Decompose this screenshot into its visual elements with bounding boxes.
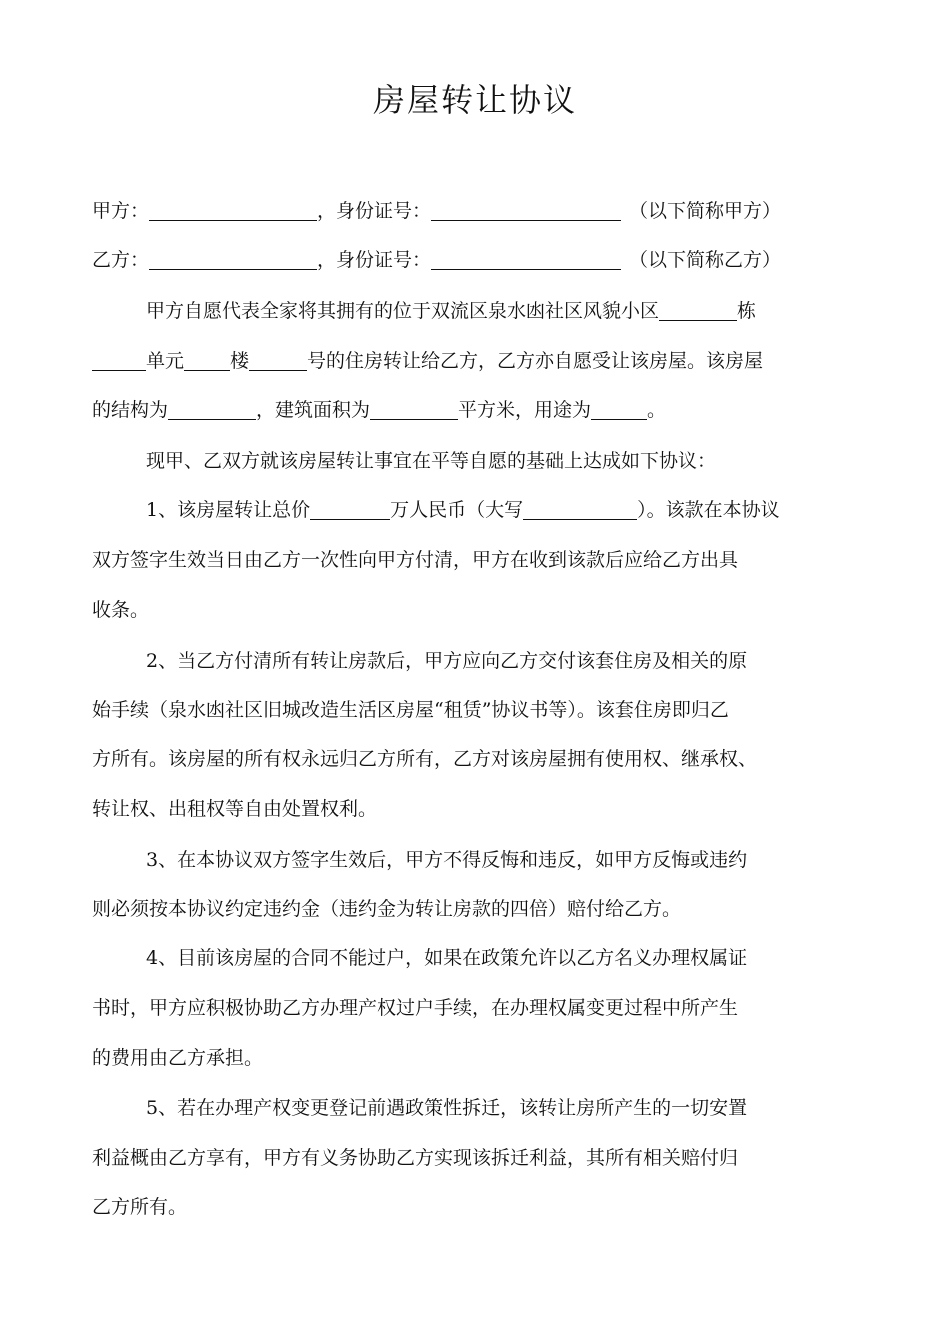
intro-text-3c: 平方米，用途为: [458, 399, 592, 421]
clause-3-line-2: 则必须按本协议约定违约金（违约金为转让房款的四倍）赔付给乙方。: [92, 898, 682, 920]
clause-5-line-3: 乙方所有。: [92, 1196, 188, 1218]
intro-line-1: [146, 296, 756, 326]
usage-blank[interactable]: [591, 397, 647, 420]
area-blank[interactable]: [370, 397, 458, 420]
document-title: 房屋转让协议: [372, 81, 577, 119]
clause-1-line-1: [146, 495, 780, 525]
party-b-id-label: ，身份证号：: [317, 249, 432, 271]
intro-text-2c: 号的住房转让给乙方，乙方亦自愿受让该房屋。该房屋: [307, 350, 764, 372]
number-blank[interactable]: [249, 348, 307, 371]
intro-text-3d: 。: [647, 399, 667, 421]
party-b-label: 乙方：: [92, 249, 150, 271]
intro-text-3a: 的结构为: [92, 399, 169, 421]
intro-text-3b: ，建筑面积为: [256, 399, 371, 421]
intro-line-2: [92, 346, 763, 376]
party-b-id-blank[interactable]: [431, 247, 621, 270]
intro-line-3: [92, 395, 666, 425]
clause-1-text-c: ）。该款在本协议: [637, 499, 780, 521]
clause-4-line-2: 书时，甲方应积极协助乙方办理产权过户手续，在办理权属变更过程中所产生: [92, 997, 739, 1019]
clause-4-line-1: 4、目前该房屋的合同不能过户，如果在政策允许以乙方名义办理权属证: [146, 947, 748, 969]
intro-text-2a: 单元: [146, 350, 185, 372]
clause-1-line-3: 收条。: [92, 599, 150, 621]
price-in-words-blank[interactable]: [523, 497, 637, 520]
clause-5-line-1: 5、若在办理产权变更登记前遇政策性拆迁，该转让房所产生的一切安置: [146, 1097, 748, 1119]
clause-1-text-a: 1、该房屋转让总价: [146, 499, 311, 521]
clause-2-line-3: 方所有。该房屋的所有权永远归乙方所有，乙方对该房屋拥有使用权、继承权、: [92, 748, 758, 770]
clause-5-line-2: 利益概由乙方享有，甲方有义务协助乙方实现该拆迁利益，其所有相关赔付归: [92, 1147, 739, 1169]
party-a-name-blank[interactable]: [149, 198, 317, 221]
clause-1-text-b: 万人民币（大写: [390, 499, 524, 521]
clause-2-line-1: 2、当乙方付清所有转让房款后，甲方应向乙方交付该套住房及相关的原: [146, 650, 748, 672]
floor-blank[interactable]: [184, 348, 230, 371]
total-price-blank[interactable]: [310, 497, 390, 520]
clause-2-line-4: 转让权、出租权等自由处置权利。: [92, 798, 378, 820]
party-a-line: [92, 196, 781, 226]
party-a-label: 甲方：: [92, 200, 150, 222]
intro-text-2b: 楼: [230, 350, 250, 372]
intro-text-1a: 甲方自愿代表全家将其拥有的位于双流区泉水凼社区风貌小区: [146, 300, 660, 322]
clause-1-line-2: 双方签字生效当日由乙方一次性向甲方付清，甲方在收到该款后应给乙方出具: [92, 549, 739, 571]
party-b-note: （以下简称乙方）: [629, 249, 782, 271]
party-b-line: [92, 245, 781, 275]
party-a-note: （以下简称甲方）: [629, 200, 782, 222]
party-a-id-blank[interactable]: [431, 198, 621, 221]
unit-blank[interactable]: [92, 348, 146, 371]
intro-text-1b: 栋: [737, 300, 757, 322]
building-blank[interactable]: [659, 298, 737, 321]
party-a-id-label: ，身份证号：: [317, 200, 432, 222]
clause-4-line-3: 的费用由乙方承担。: [92, 1047, 264, 1069]
agreement-line: 现甲、乙双方就该房屋转让事宜在平等自愿的基础上达成如下协议：: [146, 450, 717, 472]
structure-blank[interactable]: [168, 397, 256, 420]
clause-2-line-2: 始手续（泉水凼社区旧城改造生活区房屋“租赁”协议书等）。该套住房即归乙: [92, 699, 729, 721]
clause-3-line-1: 3、在本协议双方签字生效后，甲方不得反悔和违反，如甲方反悔或违约: [146, 849, 748, 871]
party-b-name-blank[interactable]: [149, 247, 317, 270]
